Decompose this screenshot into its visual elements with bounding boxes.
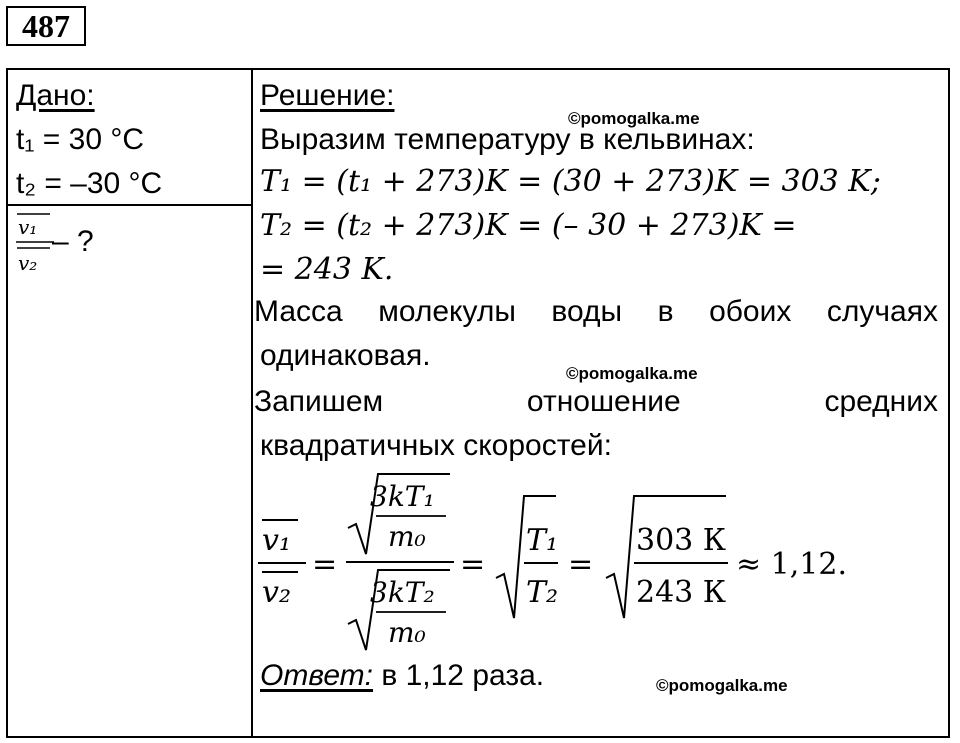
mass-word: обоих	[709, 295, 792, 328]
find-v2: v₂	[18, 251, 38, 275]
k-top: 303 К	[636, 523, 727, 558]
mass-line2: одинаковая.	[260, 339, 431, 372]
mass-word: в	[657, 295, 674, 328]
mass-word: случаях	[826, 295, 938, 328]
mass-line	[254, 290, 938, 334]
given-t2: t₂ = –30 °C	[16, 167, 163, 200]
write-word: отношение	[526, 385, 681, 418]
solution-line1: Выразим температуру в кельвинах:	[260, 123, 755, 156]
equation-t2-result: = 243 K.	[260, 252, 394, 287]
equation-t1: T₁ = (t₁ + 273)K = (30 + 273)K = 303 K;	[260, 164, 881, 199]
svg-text:=: =	[460, 547, 486, 582]
given-t1: t₁ = 30 °C	[16, 123, 145, 156]
mass-word: Масса	[254, 295, 343, 328]
watermark: ©pomogalka.me	[656, 676, 788, 695]
den-top: 3kT₂	[370, 576, 435, 609]
problem-number: 487	[6, 6, 86, 46]
num-top: 3kT₁	[370, 480, 435, 513]
write-line2: квадратичных скоростей:	[260, 429, 612, 462]
k-bottom: 243 К	[636, 575, 727, 610]
find-v1: v₁	[18, 215, 38, 239]
num-bottom: m₀	[388, 520, 426, 553]
t-bottom: T₂	[526, 575, 559, 610]
ratio-formula	[250, 468, 940, 658]
solution-heading: Решение:	[260, 79, 395, 112]
watermark: ©pomogalka.me	[568, 109, 700, 128]
watermark: ©pomogalka.me	[566, 364, 698, 383]
answer-line	[260, 654, 544, 698]
write-word: средних	[824, 385, 938, 418]
svg-text:=: =	[568, 547, 594, 582]
equation-t2: T₂ = (t₂ + 273)K = (– 30 + 273)K =	[260, 208, 797, 243]
ratio-v1: v₁	[262, 523, 291, 558]
answer-label: Ответ:	[260, 659, 373, 692]
given-heading: Дано:	[16, 79, 95, 112]
mass-word: воды	[551, 295, 623, 328]
t-top: T₁	[526, 523, 559, 558]
write-word: Запишем	[254, 385, 384, 418]
write-line	[254, 380, 938, 424]
ratio-result: ≈ 1,12.	[736, 547, 848, 582]
svg-text:=: =	[312, 547, 338, 582]
find-suffix: – ?	[52, 225, 94, 258]
den-bottom: m₀	[388, 616, 426, 649]
mass-word: молекулы	[378, 295, 516, 328]
answer-text: в 1,12 раза.	[373, 659, 545, 692]
ratio-v2: v₂	[262, 575, 291, 610]
